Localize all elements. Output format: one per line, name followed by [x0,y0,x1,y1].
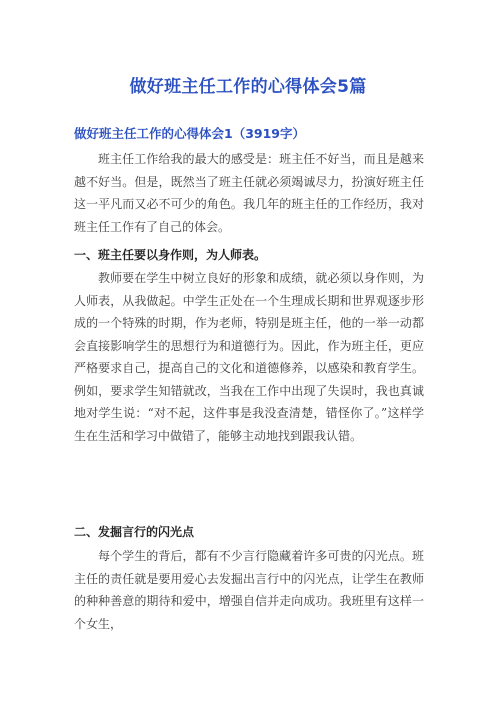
heading-lead-by-example: 一、班主任要以身作则，为人师表。 [74,248,267,262]
paragraph-bright-spots: 每个学生的背后，都有不少言行隐藏着许多可贵的闪光点。班主任的责任就是要用爱心去发掘出言行中的闪光点，让学生在教师的种种善意的期待和爱中，增强自信并走向成功。我班里有这样一个女生， [74,549,424,631]
paragraph-intro: 班主任工作给我的最大的感受是：班主任不好当，而且是越来越不好当。但是，既然当了班主任就必须竭诚尽力，扮演好班主任这一平凡而又必不可少的角色。我几年的班主任的工作经历，我对班主任工作有了自己的体会。 [74,152,424,234]
paragraph-lead-by-example: 教师要在学生中树立良好的形象和成绩，就必须以身作则，为人师表，从我做起。中学生正处在一个生理成长期和世界观逐步形成的一个特殊的时期，作为老师，特别是班主任，他的一举一动都会直接影响学生的思想行为和道德行为。因此，作为班主任，更应严格要求自己，提高自己的文化和道德修养，以感染和教育学生。例如，要求学生知错就改，当我在工作中出现了失误时，我也真诚地对学生说：“对不起，这件事是我没查清楚，错怪你了。”这样学生在生活和学习中做错了，能够主动地找到跟我认错。 [74,271,424,443]
heading-bright-spots: 二、发掘言行的闪光点 [74,525,195,539]
section-subtitle: 做好班主任工作的心得体会1（3919字） [74,126,305,141]
document-title: 做好班主任工作的心得体会5篇 [129,77,367,97]
